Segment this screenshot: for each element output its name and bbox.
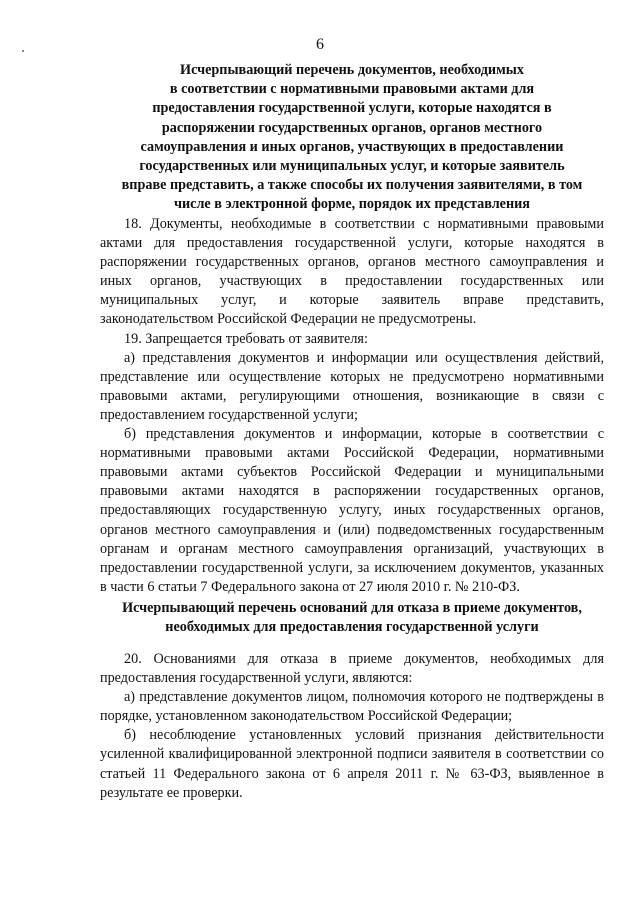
title-line: в соответствии с нормативными правовыми актами для: [169, 81, 535, 98]
page-number: 6: [316, 36, 324, 53]
title-line: вправе представить, а также способы их получения заявителями, в том: [121, 177, 583, 194]
title-line: необходимых для предоставления государственной услуги: [165, 619, 539, 636]
title-line: распоряжении государственных органов, органов местного: [161, 119, 543, 136]
paragraph-20-a: а) представление документов лицом, полномочия которого не подтверждены в порядке, установленном законодательством Российской Федерации;: [100, 689, 604, 725]
title-line: Исчерпывающий перечень оснований для отказа в приеме документов,: [122, 600, 582, 616]
section-body-refusal: [100, 650, 604, 803]
paragraph-20: 20. Основаниями для отказа в приеме документов, необходимых для предоставления государственной услуги, являются:: [100, 651, 604, 687]
paragraph-19-b: б) представления документов и информации, которые в соответствии с нормативными правовыми актами Российской Федерации, нормативными правовыми актами субъектов Российской Федерации и муниципальными правовыми актами находятся в распоряжении государственных органов, предоставляющих государственную услугу, иных государственных органов, органов местного самоуправления и (или) подведомственных государственным органам и органам местного самоуправления организаций, участвующих в предоставлении государственной услуги, за исключением документов, указанных в части 6 статьи 7 Федерального закона от 27 июля 2010 г. № 210-ФЗ.: [100, 426, 604, 595]
paragraph-19: 19. Запрещается требовать от заявителя:: [124, 330, 368, 347]
title-line: Исчерпывающий перечень документов, необходимых: [180, 62, 524, 78]
section-title-documents: [100, 61, 604, 215]
title-line: самоуправления и иных органов, участвующих в предоставлении: [140, 138, 564, 155]
section-body-documents: [100, 215, 604, 597]
paragraph-19-a: а) представления документов и информации или осуществления действий, представление или осуществление которых не предусмотрено нормативными правовыми актами, регулирующими отношения, возникающие в связи с предоставлением государственной услуги;: [100, 349, 604, 423]
title-line: предоставления государственной услуги, которые находятся в: [152, 100, 552, 117]
section-title-refusal: [100, 599, 604, 637]
paragraph-20-b: б) несоблюдение установленных условий признания действительности усиленной квалифицированной электронной подписи заявителя в соответствии со статьей 11 Федерального закона от 6 апреля 2011 г. № 63-ФЗ, выявленное в результате ее проверки.: [100, 727, 604, 801]
title-line: государственных или муниципальных услуг, и которые заявитель: [139, 158, 565, 175]
title-line: числе в электронной форме, порядок их представления: [173, 196, 530, 213]
paragraph-18: 18. Документы, необходимые в соответствии с нормативными правовыми актами для предоставления государственной услуги, которые находятся в распоряжении государственных органов, органов местного самоуправления и иных органов, участвующих в предоставлении государственных или муниципальных услуг, и которые заявитель вправе представить, законодательством Российской Федерации не предусмотрены.: [100, 216, 604, 328]
